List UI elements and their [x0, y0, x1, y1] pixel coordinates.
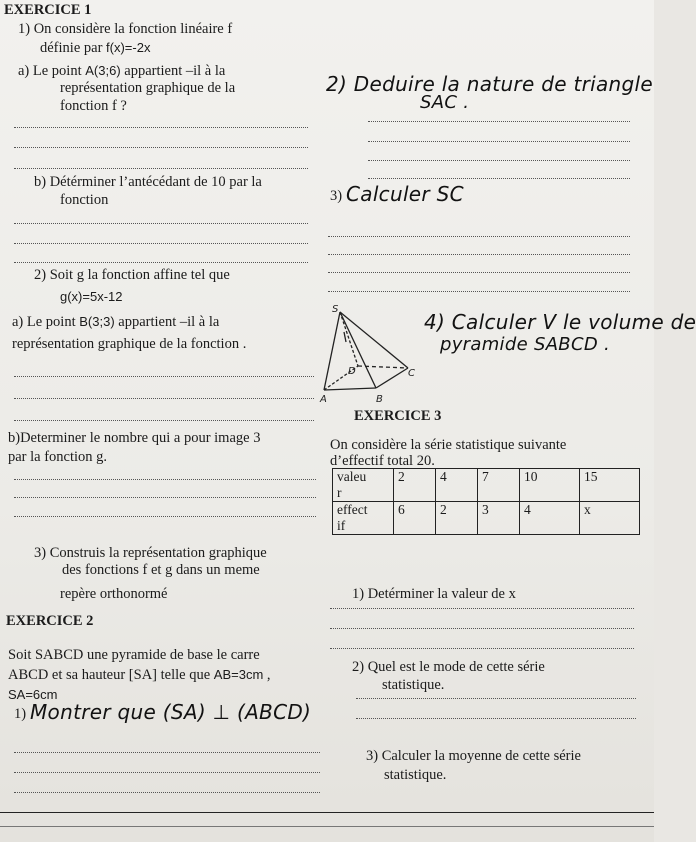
handwritten-answer: 4) Calculer V le volume de — [424, 310, 696, 334]
stat-table — [332, 468, 640, 535]
handwritten-answer: SAC . — [420, 92, 470, 113]
ex2-q1-number: 1) — [14, 706, 27, 722]
answer-line — [14, 168, 308, 169]
answer-line — [14, 772, 320, 773]
answer-line — [14, 479, 316, 480]
vertex-label: D — [348, 366, 356, 377]
exercise1-title: EXERCICE 1 — [4, 2, 92, 18]
ex1-q1-line1: 1) On considère la fonction linéaire f — [18, 21, 233, 37]
answer-line — [14, 420, 314, 421]
table-cell: 2 — [436, 502, 478, 535]
vertex-label: A — [320, 394, 327, 405]
answer-line — [14, 243, 308, 244]
table-cell: 10 — [520, 469, 580, 502]
table-row — [333, 469, 640, 502]
answer-line — [14, 147, 308, 148]
ex3-intro-line1: On considère la série statistique suivante — [330, 437, 567, 453]
table-cell: 6 — [394, 502, 436, 535]
ex3-q2-line2: statistique. — [382, 677, 445, 693]
ex3-q3-line1: 3) Calculer la moyenne de cette série — [366, 748, 581, 764]
answer-line — [330, 628, 634, 629]
answer-line — [328, 236, 630, 237]
ex1-q1-line2: définie par f(x)=-2x — [40, 40, 151, 56]
table-cell: 7 — [478, 469, 520, 502]
row-header: effect if — [333, 502, 394, 535]
handwritten-answer: Calculer SC — [346, 182, 464, 206]
ex2-text-line1: Soit SABCD une pyramide de base le carre — [8, 647, 260, 663]
exercise2-title: EXERCICE 2 — [6, 613, 94, 629]
ex2-text-line2: ABCD et sa hauteur [SA] telle que AB=3cm , — [8, 667, 271, 683]
answer-line — [356, 698, 636, 699]
ex3-q2-line1: 2) Quel est le mode de cette série — [352, 659, 545, 675]
answer-line — [14, 516, 316, 517]
ex1-q2b-line2: par la fonction g. — [8, 449, 108, 465]
exercise3-title: EXERCICE 3 — [354, 408, 442, 424]
table-row — [333, 502, 640, 535]
answer-line — [14, 398, 314, 399]
vertex-label: S — [332, 304, 339, 315]
ex1-q3-line2: des fonctions f et g dans un meme — [62, 562, 260, 578]
table-cell: 15 — [580, 469, 640, 502]
answer-line — [328, 254, 630, 255]
answer-line — [328, 272, 630, 273]
ex3-q1: 1) Detérminer la valeur de x — [352, 586, 516, 602]
table-cell: 4 — [520, 502, 580, 535]
table-cell: 2 — [394, 469, 436, 502]
vertex-label: B — [376, 394, 383, 405]
ex2-sa-value: SA=6cm — [8, 687, 58, 702]
ex1-g-formula: g(x)=5x-12 — [60, 289, 123, 304]
answer-line — [14, 792, 320, 793]
q3-number: 3) — [330, 188, 343, 204]
answer-line — [14, 376, 314, 377]
answer-line — [330, 608, 634, 609]
answer-line — [328, 291, 630, 292]
ex1-q3-line3: repère orthonormé — [60, 586, 168, 602]
vertex-label: C — [408, 368, 415, 379]
answer-line — [14, 223, 308, 224]
ex1-q2a-line1: a) Le point B(3;3) appartient –il à la — [12, 314, 220, 330]
ex1-q2b-line1: b)Determiner le nombre qui a pour image 3 — [8, 430, 261, 446]
ex3-q3-line2: statistique. — [384, 767, 447, 783]
ex1-qa-line2: représentation graphique de la — [60, 80, 236, 96]
answer-line — [356, 718, 636, 719]
answer-line — [368, 121, 630, 122]
handwritten-answer: Montrer que (SA) ⊥ (ABCD) — [30, 700, 312, 724]
row-header: valeu r — [333, 469, 394, 502]
answer-line — [14, 497, 316, 498]
ex1-qb-line2: fonction — [60, 192, 109, 208]
table-cell: 4 — [436, 469, 478, 502]
table-cell: 3 — [478, 502, 520, 535]
ex3-intro-line2: d’effectif total 20. — [330, 453, 435, 469]
pyramid-sketch — [318, 302, 418, 412]
page-divider — [0, 812, 654, 813]
ex1-q3-line1: 3) Construis la représentation graphique — [34, 545, 267, 561]
handwritten-answer: pyramide SABCD . — [440, 334, 611, 355]
ex1-qb-line1: b) Détérminer l’antécédant de 10 par la — [34, 174, 262, 190]
answer-line — [368, 178, 630, 179]
answer-line — [368, 141, 630, 142]
ex1-q2-line1: 2) Soit g la fonction affine tel que — [34, 267, 230, 283]
answer-line — [14, 262, 308, 263]
answer-line — [330, 648, 634, 649]
ex1-qa-line3: fonction f ? — [60, 98, 127, 114]
handwritten-answer: 2) Deduire la nature de triangle — [326, 72, 653, 96]
answer-line — [14, 127, 308, 128]
answer-line — [368, 160, 630, 161]
page-divider — [0, 826, 654, 827]
answer-line — [14, 752, 320, 753]
ex1-qa-line1: a) Le point A(3;6) appartient –il à la — [18, 63, 226, 79]
table-cell: x — [580, 502, 640, 535]
ex1-q2a-line2: représentation graphique de la fonction . — [12, 336, 247, 352]
